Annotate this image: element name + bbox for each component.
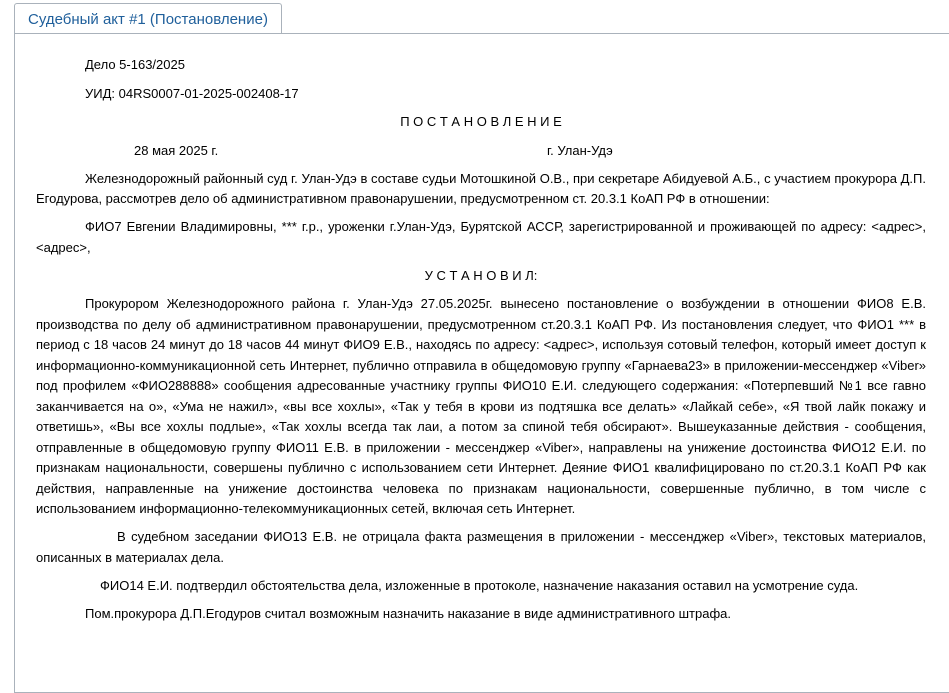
tab-bar xyxy=(0,0,949,36)
intro-paragraph: Железнодорожный районный суд г. Улан-Удэ в составе судьи Мотошкиной О.В., при секретаре Абидуевой А.Б., с участием прокурора Д.П. Егодурова, рассмотрев дело об административном правонарушении, предусмотренном ст. 20.3.1 КоАП РФ в отношении: xyxy=(36,170,926,206)
person-paragraph: ФИО7 Евгении Владимировны, *** г.р., уроженки г.Улан-Удэ, Бурятской АССР, зарегистрированной и проживающей по адресу: <адрес>, <адрес>, xyxy=(36,219,926,255)
date-line xyxy=(36,141,926,162)
document-city: г. Улан-Удэ xyxy=(547,142,613,158)
document-title: П О С Т А Н О В Л Е Н И Е xyxy=(400,114,562,129)
paragraph-3: ФИО14 Е.И. подтвердил обстоятельства дела, изложенные в протоколе, назначение наказания оставил на усмотрение суда. xyxy=(100,577,859,593)
tab-court-act-1[interactable]: Судебный акт #1 (Постановление) xyxy=(14,3,282,34)
established-heading: У С Т А Н О В И Л: xyxy=(424,267,538,283)
paragraph-1: Прокурором Железнодорожного района г. Улан-Удэ 27.05.2025г. вынесено постановление о возбуждении в отношении ФИО8 Е.В. производства по делу об административном правонарушении, предусмотренном ст.20.3.1 КоАП РФ. Из постановления следует, что ФИО1 *** в период с 18 часов 24 минут до 18 часов 44 минут ФИО9 Е.В., находясь по адресу: <адрес>, используя сотовый телефон, который имеет доступ к информационно-коммуникационной сеть Интернет, публично отправила в общедомовую группу «Гарнаева23» в приложении-мессенджер «Viber» под профилем «ФИО288888» сообщения адресованные участнику группы ФИО10 Е.И. следующего содержания: «Потерпевший №1 все гавно заканчивается на о», «Ума не нажил», «вы все хохлы», «Так у тебя в крови из подтяшка все делать» «Лайкай себе», «Я твой лайк покажу и ответишь», «Вы все хохлы подлые», «Так хохлы всегда так лаи, а потом за спиной тебя обсирают». Вышеуказанные действия - сообщения, отправленные в общедомовую группу ФИО11 Е.В. в приложении - мессенджер «Viber», направлены на унижение достоинства ФИО12 Е.И. по признакам национальности, совершены публично с использованием сети Интернет. Деяние ФИО1 квалифицировано по ст.20.3.1 КоАП РФ как действия, направленные на унижение достоинства человека по признакам национальности, совершенные публично, в том числе с использованием информационно-телекоммуникационных сетей, включая сеть Интернет. xyxy=(36,296,926,516)
case-number: Дело 5-163/2025 xyxy=(85,57,185,72)
paragraph-2: В судебном заседании ФИО13 Е.В. не отрицала факта размещения в приложении - мессенджер «Viber», текстовых материалов, описанных в материалах дела. xyxy=(36,529,926,565)
court-document xyxy=(36,55,926,632)
paragraph-4: Пом.прокурора Д.П.Егодуров считал возможным назначить наказание в виде административного штрафа. xyxy=(85,605,731,621)
document-date: 28 мая 2025 г. xyxy=(134,142,219,158)
case-uid: УИД: 04RS0007-01-2025-002408-17 xyxy=(85,85,299,101)
